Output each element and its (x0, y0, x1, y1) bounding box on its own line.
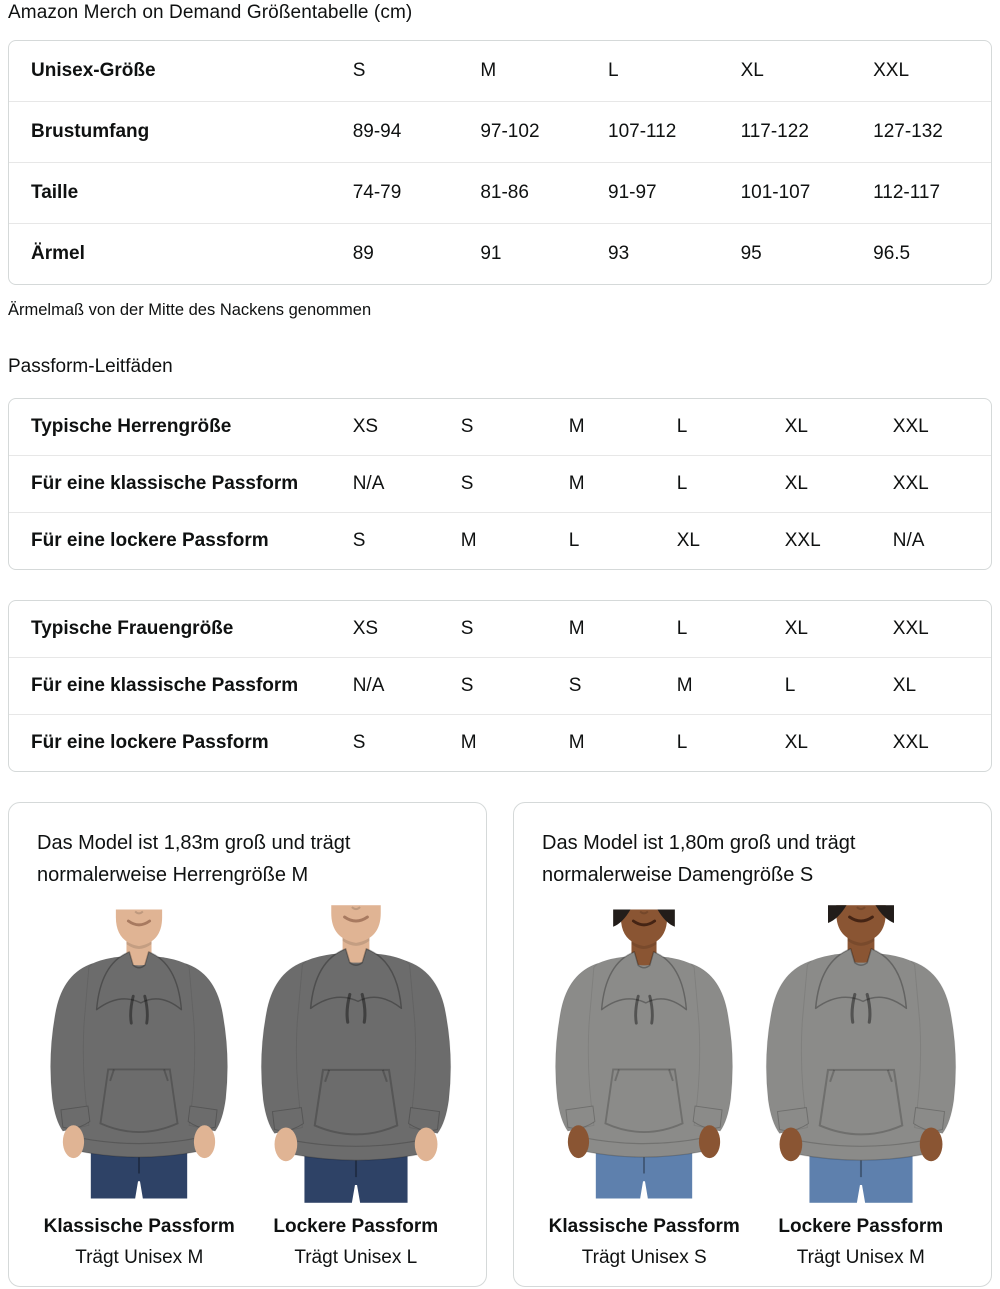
size-value: 81-86 (480, 182, 529, 203)
table-row (9, 513, 991, 570)
male-loose-fit-figure (248, 905, 465, 1270)
size-value: N/A (352, 675, 385, 696)
mens-model-card (8, 802, 487, 1287)
size-value: L (784, 675, 796, 696)
size-value: XL (784, 473, 808, 494)
size-value: M (568, 473, 585, 494)
fit-label: Lockere Passform (273, 1216, 439, 1237)
size-value: 89-94 (352, 121, 402, 142)
size-value: 117-122 (740, 121, 809, 142)
table-row (9, 715, 991, 772)
size-value: 74-79 (352, 182, 402, 203)
table-row (9, 224, 991, 285)
size-value: M (480, 60, 497, 81)
size-value: M (568, 416, 585, 437)
size-value: N/A (892, 530, 925, 551)
figure-row (536, 905, 969, 1270)
size-value: XS (352, 416, 379, 437)
fit-guides-heading: Passform-Leitfäden (8, 356, 173, 377)
worn-size-label: Trägt Unisex S (581, 1247, 707, 1268)
size-value: S (352, 530, 366, 551)
size-value: M (568, 732, 585, 753)
figure-caption (549, 1203, 740, 1270)
size-value: L (676, 618, 688, 639)
mens-fit-table (8, 398, 992, 570)
figure-caption (273, 1203, 438, 1270)
size-value: S (568, 675, 582, 696)
size-value: 95 (740, 243, 762, 264)
size-value: XL (784, 416, 808, 437)
fit-label: Lockere Passform (778, 1216, 944, 1237)
size-value: 91 (480, 243, 502, 264)
size-value: S (460, 675, 474, 696)
model-card-row (8, 802, 992, 1287)
table-row (9, 41, 991, 102)
row-label: Unisex-Größe (31, 60, 156, 81)
size-value: 89 (352, 243, 374, 264)
row-label: Für eine lockere Passform (31, 732, 269, 753)
size-value: XL (892, 675, 917, 696)
size-value: L (676, 416, 688, 437)
size-value: XXL (892, 416, 929, 437)
female-loose-fit-figure (753, 905, 970, 1270)
womens-fit-table (8, 600, 992, 772)
table-row (9, 601, 991, 658)
male-loose-fit-photo (250, 905, 462, 1203)
row-label: Taille (31, 182, 79, 203)
size-value: XXL (892, 732, 929, 753)
row-label: Für eine lockere Passform (31, 530, 269, 551)
table-row (9, 102, 991, 163)
size-value: XXL (892, 473, 929, 494)
size-value: 101-107 (740, 182, 811, 203)
size-value: XS (352, 618, 379, 639)
size-value: L (568, 530, 580, 551)
fit-label: Klassische Passform (548, 1216, 740, 1237)
size-value: XXL (784, 530, 821, 551)
womens-model-card (513, 802, 992, 1287)
unisex-size-table (8, 40, 992, 285)
table-row (9, 658, 991, 715)
sleeve-measure-note: Ärmelmaß von der Mitte des Nackens genommen (8, 301, 372, 319)
size-value: M (460, 732, 477, 753)
size-value: 93 (608, 243, 630, 264)
size-value: 91-97 (608, 182, 657, 203)
size-value: L (676, 732, 688, 753)
worn-size-label: Trägt Unisex M (796, 1247, 925, 1268)
size-value: N/A (352, 473, 385, 494)
male-classic-fit-figure (31, 905, 248, 1270)
female-classic-fit-photo (538, 905, 750, 1203)
model-description: Das Model ist 1,80m groß und trägt normalerweise Damengröße S (542, 832, 856, 886)
page-title: Amazon Merch on Demand Größentabelle (cm) (8, 2, 413, 23)
size-value: 97-102 (480, 121, 540, 142)
size-value: L (676, 473, 688, 494)
size-value: M (460, 530, 477, 551)
size-value: M (676, 675, 693, 696)
size-value: 112-117 (873, 182, 941, 203)
female-loose-fit-photo (755, 905, 967, 1203)
size-value: XL (784, 732, 808, 753)
row-label: Typische Herrengröße (31, 416, 232, 437)
row-label: Für eine klassische Passform (31, 675, 299, 696)
size-value: 96.5 (873, 243, 911, 264)
size-value: S (352, 60, 366, 81)
size-value: XL (676, 530, 700, 551)
row-label: Typische Frauengröße (31, 618, 234, 639)
row-label: Brustumfang (31, 121, 150, 142)
figure-caption (778, 1203, 943, 1270)
row-label: Ärmel (31, 243, 85, 264)
size-value: XXL (873, 60, 910, 81)
size-value: S (460, 618, 474, 639)
female-classic-fit-figure (536, 905, 753, 1270)
figure-caption (44, 1203, 235, 1270)
table-row (9, 456, 991, 513)
size-value: XXL (892, 618, 929, 639)
size-value: 107-112 (608, 121, 677, 142)
model-description: Das Model ist 1,83m groß und trägt normalerweise Herrengröße M (37, 832, 351, 886)
row-label: Für eine klassische Passform (31, 473, 299, 494)
figure-row (31, 905, 464, 1270)
size-value: M (568, 618, 585, 639)
size-value: XL (784, 618, 808, 639)
size-value: S (460, 416, 474, 437)
worn-size-label: Trägt Unisex L (294, 1247, 418, 1268)
size-value: XL (740, 60, 764, 81)
size-value: S (460, 473, 474, 494)
male-classic-fit-photo (33, 905, 245, 1203)
size-value: S (352, 732, 366, 753)
worn-size-label: Trägt Unisex M (75, 1247, 204, 1268)
table-row (9, 399, 991, 456)
size-value: L (608, 60, 619, 81)
fit-label: Klassische Passform (43, 1216, 235, 1237)
table-row (9, 163, 991, 224)
size-value: 127-132 (873, 121, 943, 142)
